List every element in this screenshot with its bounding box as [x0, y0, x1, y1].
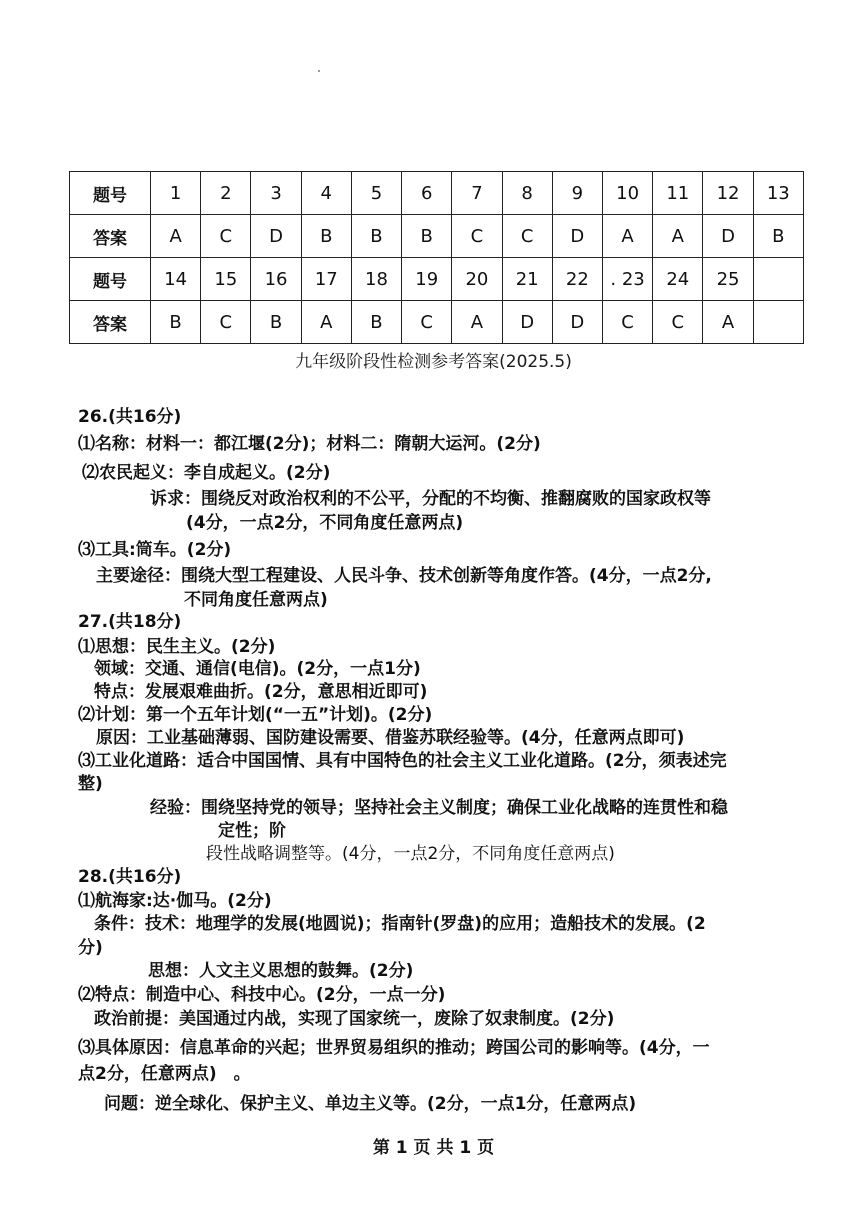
question-number: 19	[402, 258, 452, 301]
question-number: 17	[301, 258, 351, 301]
q26-part3-answer: ⑶工具:筒车。(2分)	[78, 540, 232, 560]
q28-part2-premise: 政治前提：美国通过内战，实现了国家统一，废除了奴隶制度。(2分)	[94, 1009, 615, 1029]
q28-part3-problem: 问题：逆全球化、保护主义、单边主义等。(2分，一点1分，任意两点)	[104, 1094, 637, 1114]
answer-cell: B	[351, 301, 401, 344]
q27-part1-feature: 特点：发展艰难曲折。(2分，意思相近即可)	[94, 682, 428, 702]
question-number: 5	[351, 172, 401, 215]
question-number: 3	[251, 172, 301, 215]
answer-cell: D	[251, 215, 301, 258]
answer-cell: A	[151, 215, 201, 258]
question-number: 20	[452, 258, 502, 301]
question-number: 24	[653, 258, 703, 301]
table-row	[70, 215, 804, 258]
question-number: 21	[502, 258, 552, 301]
question-number: 12	[703, 172, 753, 215]
question-number: 7	[452, 172, 502, 215]
page-number: 第 1 页 共 1 页	[372, 1138, 495, 1158]
question-number: 10	[602, 172, 652, 215]
answer-cell: A	[301, 301, 351, 344]
answer-cell: D	[552, 215, 602, 258]
q26-heading: 26.(共16分)	[78, 407, 182, 427]
q26-part1-answer: ⑴名称：材料一：都江堰(2分)；材料二：隋朝大运河。(2分)	[78, 434, 541, 454]
q27-part1-field: 领域：交通、通信(电信)。(2分，一点1分)	[94, 659, 421, 679]
answer-cell: B	[301, 215, 351, 258]
answer-cell: C	[201, 215, 251, 258]
answer-table	[69, 171, 804, 344]
q26-part2-demand: 诉求：围绕反对政治权利的不公平，分配的不均衡、推翻腐败的国家政权等	[150, 489, 711, 509]
answer-cell: A	[653, 215, 703, 258]
answer-cell: B	[753, 215, 803, 258]
answer-cell: C	[201, 301, 251, 344]
question-number: 25	[703, 258, 753, 301]
answer-cell: C	[502, 215, 552, 258]
q28-part3-reason: ⑶具体原因：信息革命的兴起；世界贸易组织的推动；跨国公司的影响等。(4分，一	[78, 1038, 710, 1058]
answer-cell: B	[151, 301, 201, 344]
scan-speck	[318, 70, 320, 72]
question-number: 22	[552, 258, 602, 301]
question-number: 16	[251, 258, 301, 301]
q27-heading: 27.(共18分)	[78, 612, 182, 632]
answer-cell: C	[402, 301, 452, 344]
question-number: 2	[201, 172, 251, 215]
table-row	[70, 172, 804, 215]
table-row	[70, 301, 804, 344]
question-number: 9	[552, 172, 602, 215]
q28-part1-conditions: 条件：技术：地理学的发展(地圆说)；指南针(罗盘)的应用；造船技术的发展。(2	[94, 914, 706, 934]
q27-part3-experience: 经验：围绕坚持党的领导；坚持社会主义制度；确保工业化战略的连贯性和稳	[150, 798, 728, 818]
question-number: 8	[502, 172, 552, 215]
empty-cell	[753, 258, 803, 301]
q27-part3-exp-cont: 定性；阶	[218, 821, 286, 841]
answer-cell: C	[602, 301, 652, 344]
q28-part1-navigator: ⑴航海家:达·伽马。(2分)	[78, 891, 272, 911]
answer-cell: A	[602, 215, 652, 258]
answer-cell: B	[251, 301, 301, 344]
q27-part3-scoring: 段性战略调整等。(4分，一点2分，不同角度任意两点)	[206, 844, 615, 864]
q27-part2-plan: ⑵计划：第一个五年计划(“一五”计划)。(2分)	[78, 705, 433, 725]
answer-cell: D	[552, 301, 602, 344]
row-label: 题号	[70, 258, 151, 301]
q26-part2-scoring: (4分，一点2分，不同角度任意两点)	[186, 513, 464, 533]
answer-cell: D	[703, 215, 753, 258]
q27-part3-path-cont: 整)	[78, 774, 103, 794]
empty-cell	[753, 301, 803, 344]
q28-part1-cond-cont: 分)	[78, 938, 103, 958]
q26-part3-scoring: 不同角度任意两点)	[184, 590, 328, 610]
answer-cell: B	[402, 215, 452, 258]
q27-part2-reason: 原因：工业基础薄弱、国防建设需要、借鉴苏联经验等。(4分，任意两点即可)	[96, 728, 685, 748]
answer-cell: A	[452, 301, 502, 344]
question-number: 4	[301, 172, 351, 215]
question-number: 6	[402, 172, 452, 215]
q28-part2-feature: ⑵特点：制造中心、科技中心。(2分，一点一分)	[78, 985, 446, 1005]
answer-cell: A	[703, 301, 753, 344]
table-row	[70, 258, 804, 301]
q26-part2-answer: ⑵农民起义：李自成起义。(2分)	[82, 463, 331, 483]
q28-part3-reason-cont: 点2分，任意两点) 。	[78, 1064, 251, 1084]
q26-part3-approach: 主要途径：围绕大型工程建设、人民斗争、技术创新等角度作答。(4分，一点2分,	[96, 566, 712, 586]
document-title: 九年级阶段性检测参考答案(2025.5)	[295, 352, 572, 372]
question-number: 11	[653, 172, 703, 215]
answer-cell: C	[653, 301, 703, 344]
question-number: 13	[753, 172, 803, 215]
answer-cell: D	[502, 301, 552, 344]
question-number: 1	[151, 172, 201, 215]
row-label: 答案	[70, 215, 151, 258]
q27-part3-path: ⑶工业化道路：适合中国国情、具有中国特色的社会主义工业化道路。(2分，须表述完	[78, 751, 727, 771]
answer-cell: C	[452, 215, 502, 258]
q28-part1-thought: 思想：人文主义思想的鼓舞。(2分)	[148, 961, 414, 981]
question-number: . 23	[602, 258, 652, 301]
q28-heading: 28.(共16分)	[78, 867, 182, 887]
q27-part1-thought: ⑴思想：民生主义。(2分)	[78, 637, 276, 657]
question-number: 14	[151, 258, 201, 301]
row-label: 答案	[70, 301, 151, 344]
question-number: 15	[201, 258, 251, 301]
answer-cell: B	[351, 215, 401, 258]
row-label: 题号	[70, 172, 151, 215]
question-number: 18	[351, 258, 401, 301]
